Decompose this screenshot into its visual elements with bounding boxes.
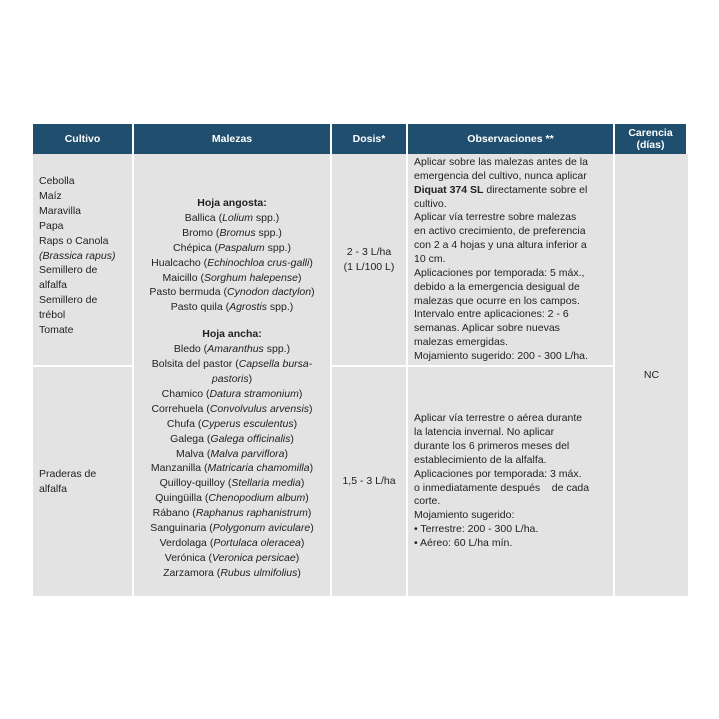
cultivo-item: Semillero de — [39, 264, 98, 277]
cultivo-item: alfalfa — [39, 482, 68, 495]
obs-line: Aplicar sobre las malezas antes de la — [414, 156, 588, 168]
cultivo-cell-2 — [33, 365, 134, 596]
weed-scientific-name: Stellaria media — [231, 477, 301, 490]
header-malezas: Malezas — [134, 124, 332, 154]
weed-scientific-name: Paspalum — [217, 241, 265, 254]
weed-scientific-name: Chenopodium album — [208, 492, 306, 505]
cultivo-item: alfalfa — [39, 279, 68, 292]
obs-line: emergencia del cultivo, nunca aplicar — [414, 169, 587, 182]
weed-scientific-name: Echinochloa crus-galli — [207, 256, 310, 269]
weed-common-name: Maicillo ( — [162, 271, 204, 284]
obs-line: cultivo. — [414, 197, 447, 210]
malezas-cell — [134, 154, 332, 596]
weed-common-name: Bolsita del pastor ( — [151, 358, 239, 371]
weed-suffix: ) — [300, 536, 305, 549]
header-dosis: Dosis* — [332, 124, 408, 154]
weed-scientific-name: Galega officinalis — [210, 432, 291, 445]
weed-item — [134, 461, 330, 476]
obs-line: Mojamiento sugerido: — [414, 509, 515, 522]
obs-line: Aplicaciones por temporada: 3 máx. — [414, 467, 582, 480]
weed-common-name: Chamico ( — [161, 387, 210, 400]
weed-scientific-name: Bromus — [219, 226, 256, 239]
weed-common-name: Chufa ( — [166, 417, 202, 430]
weed-scientific-name: Capsella bursa- — [238, 358, 313, 371]
weed-item — [134, 476, 330, 491]
weed-suffix: ) — [310, 522, 314, 535]
weed-common-name: Ballica ( — [184, 211, 223, 224]
hoja-ancha-list — [134, 342, 330, 581]
weed-suffix: spp.) — [253, 211, 280, 224]
weed-common-name: Galega ( — [170, 432, 211, 445]
weed-item — [134, 432, 330, 447]
obs-line — [414, 184, 609, 198]
weed-scientific-name: Lolium — [222, 211, 254, 224]
weed-suffix: ) — [298, 387, 303, 400]
weed-suffix: spp.) — [264, 241, 291, 254]
product-table — [33, 124, 688, 596]
cultivo-item: Papa — [39, 219, 64, 232]
weed-suffix: ) — [248, 372, 253, 385]
cultivo-item: Maravilla — [39, 204, 82, 217]
weed-item — [134, 417, 330, 432]
weed-suffix: spp.) — [255, 226, 282, 239]
cultivo-item: trébol — [39, 309, 66, 322]
weed-suffix: ) — [293, 417, 298, 430]
weed-item — [134, 551, 330, 566]
weed-suffix: ) — [297, 566, 301, 579]
weed-common-name: Verónica ( — [164, 551, 213, 564]
obs-line: Aplicar vía terrestre sobre malezas — [414, 211, 577, 224]
weed-suffix: ) — [284, 447, 289, 460]
weed-common-name: Bledo ( — [173, 343, 208, 356]
hoja-angosta-title: Hoja angosta: — [197, 197, 267, 209]
obs-line: • Terrestre: 200 - 300 L/ha. — [414, 523, 539, 536]
weed-suffix: spp.) — [267, 301, 294, 314]
obs-line: debido a la emergencia desigual de — [414, 280, 580, 293]
obs-line: semanas. Aplicar sobre nuevas — [414, 322, 560, 335]
weed-suffix: ) — [300, 477, 305, 490]
weed-suffix: ) — [295, 551, 300, 564]
obs-line: malezas que ocurre en los campos. — [414, 294, 580, 307]
obs-line: Aplicar vía terrestre o aérea durante — [414, 412, 583, 425]
weed-common-name: Pasto quila ( — [170, 301, 230, 314]
cultivo-item: Maíz — [39, 189, 62, 202]
weed-scientific-name: Veronica persicae — [212, 551, 296, 564]
weed-scientific-name: Malva parviflora — [210, 447, 285, 460]
weed-scientific-name: Raphanus raphanistrum — [195, 507, 308, 520]
weed-common-name: Zarzamora ( — [163, 566, 221, 579]
weed-suffix: ) — [290, 432, 294, 445]
weed-scientific-name: Matricaria chamomilla — [207, 462, 310, 475]
weed-scientific-name: Datura stramonium — [209, 387, 299, 400]
obs-line: • Aéreo: 60 L/ha mín. — [414, 536, 513, 549]
weed-suffix: ) — [309, 256, 313, 269]
obs2-list — [414, 412, 589, 551]
header-carencia — [615, 124, 688, 154]
weed-common-name: Hualcacho ( — [151, 256, 208, 269]
weed-item — [134, 506, 330, 521]
cultivo-cell-1 — [33, 154, 134, 365]
observaciones-cell-1 — [408, 154, 615, 365]
weed-common-name: Manzanilla ( — [150, 462, 208, 475]
obs-line: Aplicaciones por temporada: 5 máx., — [414, 266, 585, 279]
header-observaciones: Observaciones ** — [408, 124, 615, 154]
weed-common-name: Verdolaga ( — [159, 536, 214, 549]
weed-scientific-name: Cyperus esculentus — [201, 417, 294, 430]
obs-text: directamente sobre el — [483, 183, 588, 196]
obs-line: o inmediatamente después de cada — [414, 481, 590, 494]
weed-common-name: Rábano ( — [152, 507, 196, 520]
weed-scientific-name: Agrostis — [229, 301, 268, 314]
weed-common-name: Correhuela ( — [151, 402, 210, 415]
weed-scientific-name: Amaranthus — [207, 343, 264, 356]
obs-line: Mojamiento sugerido: 200 - 300 L/ha. — [414, 350, 588, 363]
obs-line: en activo crecimiento, de preferencia — [414, 225, 586, 238]
obs-line: corte. — [414, 495, 441, 508]
weed-item — [134, 300, 330, 315]
weed-item — [134, 211, 330, 226]
dosis-value: (1 L/100 L) — [343, 260, 395, 273]
weed-common-name: Pasto bermuda ( — [149, 286, 228, 299]
cultivo-item: Semillero de — [39, 294, 98, 307]
weed-item — [134, 447, 330, 462]
weed-common-name: Bromo ( — [182, 226, 220, 239]
weed-item — [134, 372, 330, 387]
weed-item — [134, 491, 330, 506]
weed-item — [134, 342, 330, 357]
obs-line: durante los 6 primeros meses del — [414, 439, 570, 452]
weed-suffix: spp.) — [263, 343, 291, 356]
weed-item — [134, 256, 330, 271]
weed-item — [134, 387, 330, 402]
observaciones-cell-2 — [408, 365, 615, 596]
weed-item — [134, 566, 330, 581]
weed-suffix: ) — [305, 492, 309, 505]
cultivo-item: (Brassica rapus) — [39, 249, 116, 262]
weed-item — [134, 357, 330, 372]
cultivo-item: Cebolla — [39, 175, 75, 187]
dosis-value: 2 - 3 L/ha — [346, 245, 392, 258]
header-carencia-line2: (días) — [636, 139, 665, 151]
cultivo-item: Tomate — [39, 324, 74, 337]
obs-line: malezas emergidas. — [414, 336, 508, 349]
weed-item — [134, 226, 330, 241]
obs-line: establecimiento de la alfalfa. — [414, 453, 547, 466]
weed-suffix: ) — [297, 271, 302, 284]
weed-scientific-name: Rubus ulmifolius — [220, 566, 298, 579]
hoja-ancha-title: Hoja ancha: — [202, 328, 262, 341]
weed-common-name: Quingüilla ( — [155, 492, 209, 505]
weed-common-name: Malva ( — [175, 447, 211, 460]
weed-scientific-name: Polygonum aviculare — [212, 522, 311, 535]
weed-scientific-name: Cynodon dactylon — [227, 286, 312, 299]
weed-suffix: ) — [309, 402, 313, 415]
dosis-cell-2 — [332, 365, 408, 596]
weed-item — [134, 285, 330, 300]
dosis-value: 1,5 - 3 L/ha — [342, 475, 396, 488]
obs-line: con 2 a 4 hojas y una altura inferior a — [414, 239, 587, 252]
weed-scientific-name: pastoris — [211, 372, 249, 385]
weed-item — [134, 521, 330, 536]
weed-suffix: ) — [307, 507, 312, 520]
obs-line: la latencia invernal. No aplicar — [414, 426, 555, 439]
header-carencia-line1: Carencia — [628, 126, 673, 139]
weed-common-name: Sanguinaria ( — [150, 522, 213, 535]
weed-common-name: Quilloy-quilloy ( — [159, 477, 232, 490]
hoja-angosta-list — [134, 211, 330, 315]
obs-line: Intervalo entre aplicaciones: 2 - 6 — [414, 308, 569, 321]
dosis-cell-1 — [332, 154, 408, 365]
weed-item — [134, 271, 330, 286]
weed-item — [134, 402, 330, 417]
cultivo-item: Raps o Canola — [39, 234, 109, 247]
product-name: Diquat 374 SL — [414, 183, 484, 196]
weed-item — [134, 241, 330, 256]
obs-line: 10 cm. — [414, 253, 446, 266]
weed-scientific-name: Portulaca oleracea — [213, 536, 301, 549]
header-cultivo: Cultivo — [33, 124, 134, 154]
weed-item — [134, 536, 330, 551]
cultivo-item: Praderas de — [39, 467, 97, 480]
weed-suffix: ) — [309, 462, 314, 475]
weed-suffix: ) — [311, 286, 315, 299]
carencia-cell: NC — [615, 154, 688, 596]
weed-scientific-name: Convolvulus arvensis — [209, 402, 310, 415]
weed-common-name: Chépica ( — [173, 241, 218, 254]
weed-scientific-name: Sorghum halepense — [203, 271, 298, 284]
